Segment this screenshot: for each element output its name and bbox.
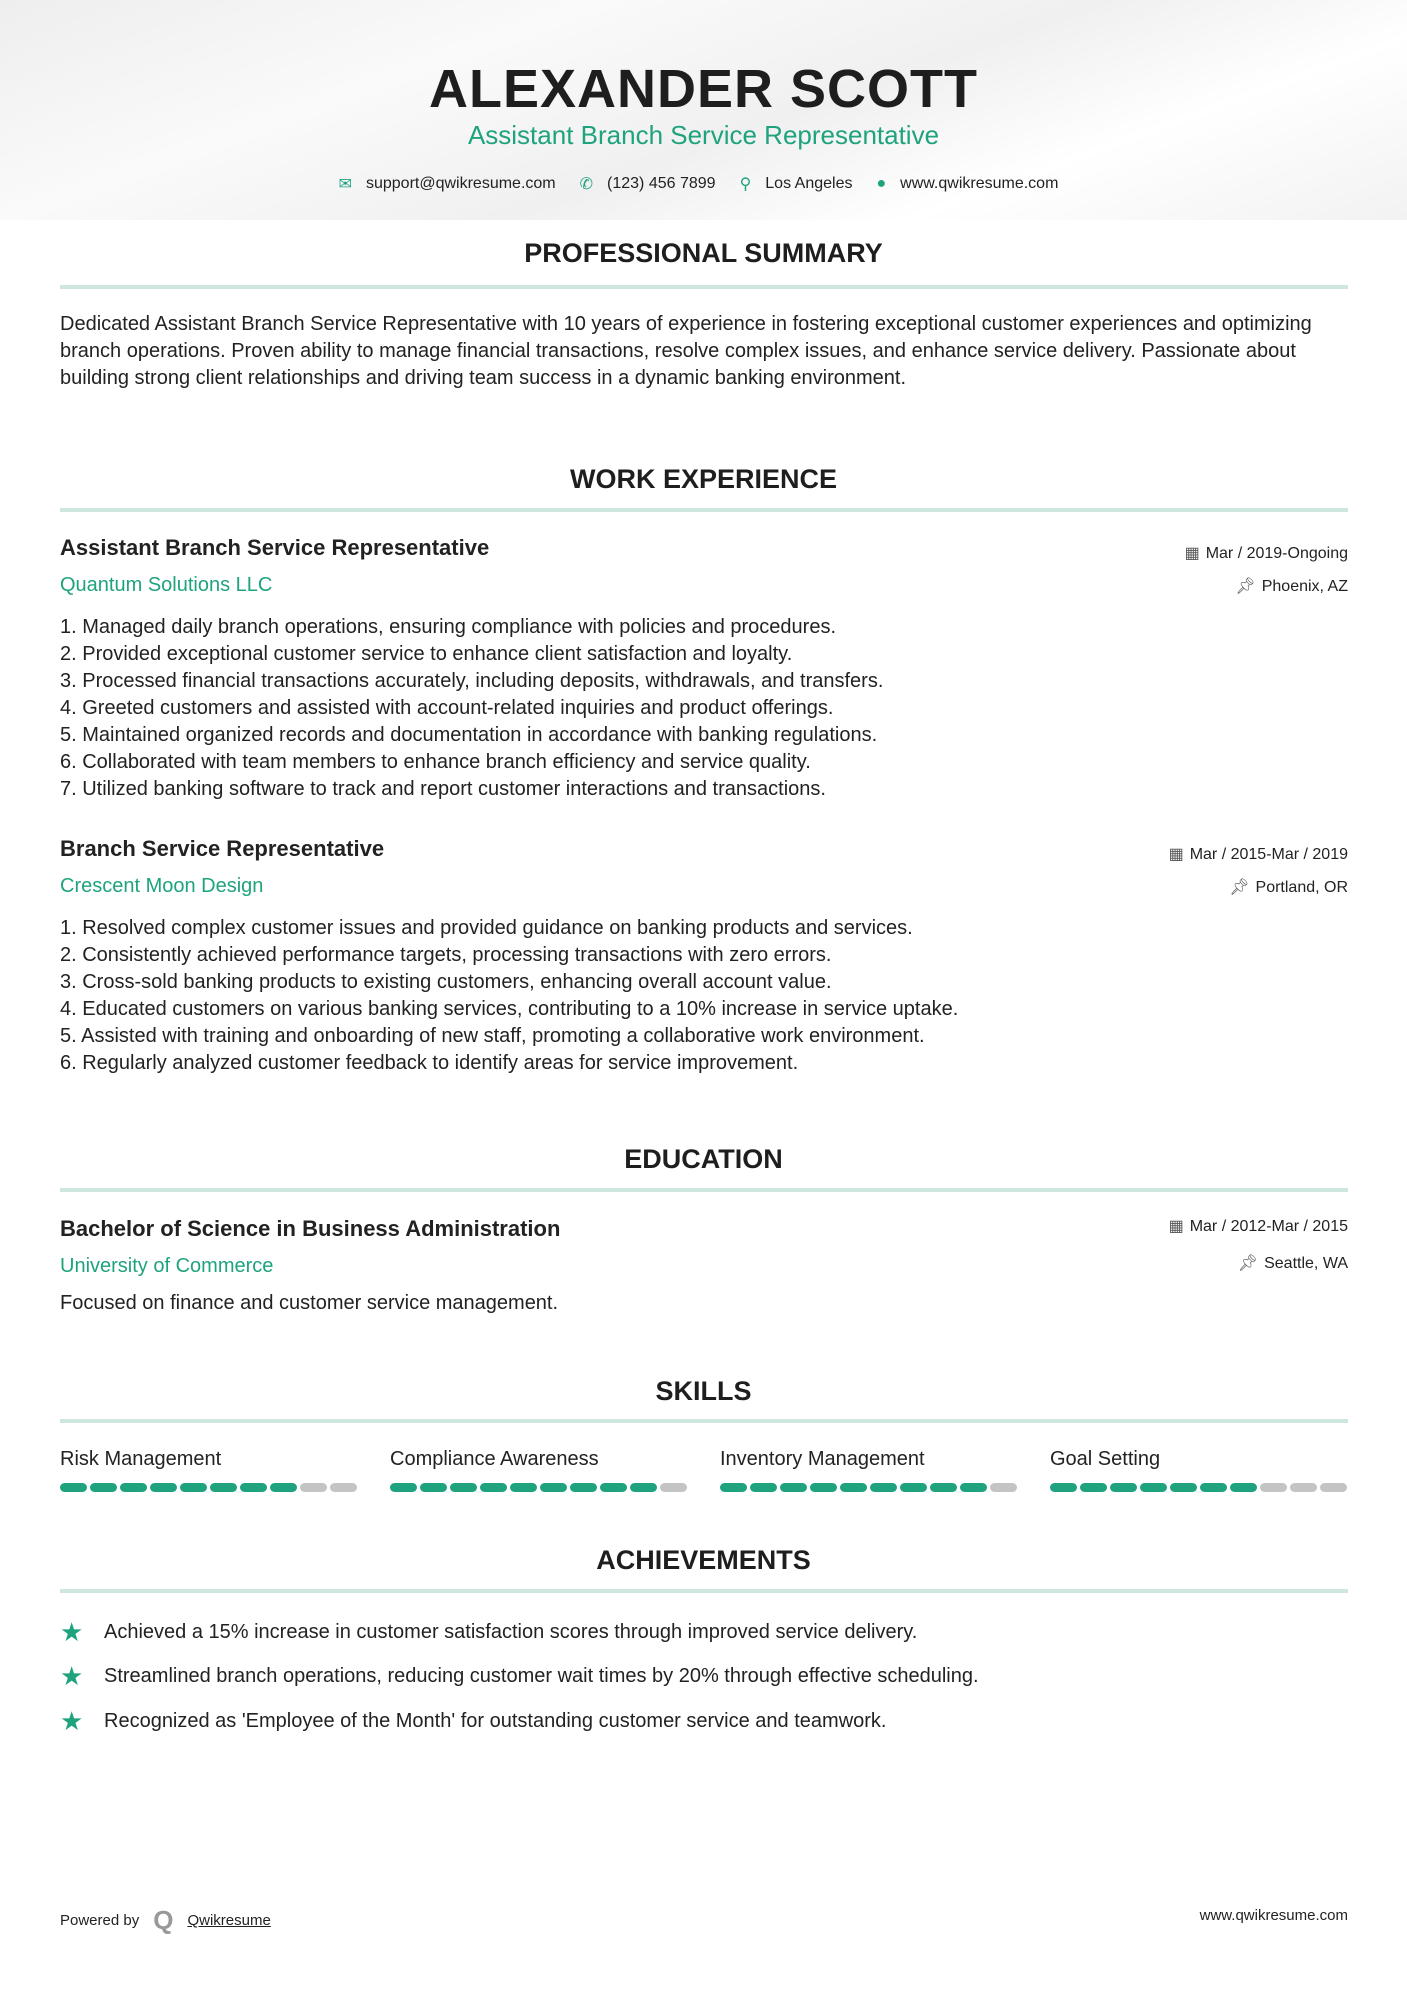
skill-dot-filled <box>900 1483 927 1492</box>
skill-dot-filled <box>780 1483 807 1492</box>
skill-dot-filled <box>840 1483 867 1492</box>
achievement-text: Recognized as 'Employee of the Month' for outstanding customer service and teamwork. <box>104 1710 887 1732</box>
skill-item <box>720 1448 1020 1492</box>
section-divider <box>60 1188 1348 1192</box>
skill-dot-filled <box>720 1483 747 1492</box>
skill-level-meter <box>1050 1483 1350 1492</box>
skill-dot-empty <box>990 1483 1017 1492</box>
bullet: 7. Utilized banking software to track and report customer interactions and transactions. <box>60 778 826 800</box>
pin-icon: 📌︎ <box>1237 1255 1259 1272</box>
education-location-text: Seattle, WA <box>1264 1255 1348 1272</box>
skill-dot-filled <box>930 1483 957 1492</box>
school-name: University of Commerce <box>60 1255 274 1277</box>
job-bullets <box>60 614 1350 803</box>
skill-dot-filled <box>1230 1483 1257 1492</box>
bullet: 1. Resolved complex customer issues and provided guidance on banking products and services. <box>60 917 913 939</box>
skill-dot-filled <box>390 1483 417 1492</box>
skill-item <box>390 1448 690 1492</box>
skill-dot-empty <box>660 1483 687 1492</box>
skill-dot-filled <box>150 1483 177 1492</box>
phone-icon: ✆ <box>579 176 594 193</box>
skill-dot-filled <box>180 1483 207 1492</box>
summary-text: Dedicated Assistant Branch Service Representative with 10 years of experience in fostering exceptional customer experiences and optimizing branch operations. Proven ability to manage financial transactions, resolve complex issues, and enhance service delivery. Passionate about building strong client relationships and driving team success in a dynamic banking environment. <box>60 313 1312 389</box>
skill-dot-filled <box>1140 1483 1167 1492</box>
skill-dot-filled <box>450 1483 477 1492</box>
education-dates <box>1169 1216 1348 1236</box>
skill-dot-empty <box>330 1483 357 1492</box>
section-divider <box>60 508 1348 512</box>
award-star-icon: ★ <box>60 1661 84 1691</box>
skill-dot-filled <box>90 1483 117 1492</box>
globe-icon: ● <box>876 175 887 192</box>
job-dates-text: Mar / 2019-Ongoing <box>1205 545 1348 562</box>
bullet: 2. Provided exceptional customer service to enhance client satisfaction and loyalty. <box>60 643 793 665</box>
bullet: 4. Educated customers on various banking services, contributing to a 10% increase in service uptake. <box>60 998 959 1020</box>
degree-title: Bachelor of Science in Business Administration <box>60 1216 561 1241</box>
skill-dot-filled <box>1110 1483 1137 1492</box>
skill-dot-filled <box>750 1483 777 1492</box>
calendar-icon: ▦ <box>1168 846 1184 863</box>
skill-dot-empty <box>1290 1483 1317 1492</box>
skill-item <box>60 1448 360 1492</box>
section-heading-education: EDUCATION <box>624 1144 783 1174</box>
skill-name: Inventory Management <box>720 1448 925 1470</box>
achievement-item <box>60 1706 886 1737</box>
skills-list <box>60 1448 1350 1492</box>
skill-dot-filled <box>510 1483 537 1492</box>
job-dates <box>1185 543 1348 563</box>
skill-dot-empty <box>1260 1483 1287 1492</box>
skill-dot-filled <box>1050 1483 1077 1492</box>
candidate-title: Assistant Branch Service Representative <box>467 120 940 150</box>
skill-dot-filled <box>1200 1483 1227 1492</box>
education-dates-text: Mar / 2012-Mar / 2015 <box>1189 1218 1348 1235</box>
section-heading-summary: PROFESSIONAL SUMMARY <box>524 238 883 268</box>
skill-item <box>1050 1448 1350 1492</box>
job-location <box>1229 877 1348 897</box>
calendar-icon: ▦ <box>1168 1218 1184 1235</box>
pin-icon: 📌︎ <box>1235 578 1256 595</box>
map-marker-icon: ⚲ <box>739 176 752 193</box>
bullet: 5. Maintained organized records and documentation in accordance with banking regulations. <box>60 724 878 746</box>
candidate-name: ALEXANDER SCOTT <box>428 59 978 119</box>
bullet: 2. Consistently achieved performance targets, processing transactions with zero errors. <box>60 944 832 966</box>
education-location <box>1238 1253 1348 1273</box>
job-location-text: Phoenix, AZ <box>1261 578 1348 595</box>
skill-dot-filled <box>960 1483 987 1492</box>
section-heading-achievements: ACHIEVEMENTS <box>596 1545 811 1575</box>
skill-dot-filled <box>870 1483 897 1492</box>
skill-dot-filled <box>420 1483 447 1492</box>
section-divider <box>60 285 1348 289</box>
skill-dot-empty <box>300 1483 327 1492</box>
job-location <box>1235 576 1348 596</box>
skill-dot-filled <box>630 1483 657 1492</box>
skill-dot-filled <box>210 1483 237 1492</box>
skill-dot-filled <box>540 1483 567 1492</box>
bullet: 3. Processed financial transactions accurately, including deposits, withdrawals, and transfers. <box>60 670 884 692</box>
qwikresume-logo-icon: Q <box>153 1905 174 1935</box>
award-star-icon: ★ <box>60 1617 84 1647</box>
brand-link[interactable]: Qwikresume <box>187 1912 271 1929</box>
skill-dot-empty <box>1320 1483 1347 1492</box>
skill-level-meter <box>720 1483 1020 1492</box>
skill-level-meter <box>390 1483 690 1492</box>
section-divider <box>60 1419 1348 1423</box>
skill-name: Risk Management <box>60 1448 222 1470</box>
bullet: 5. Assisted with training and onboarding of new staff, promoting a collaborative work environment. <box>60 1025 925 1047</box>
job-dates-text: Mar / 2015-Mar / 2019 <box>1189 846 1348 863</box>
achievement-item <box>60 1661 979 1692</box>
skill-dot-filled <box>600 1483 627 1492</box>
job-company: Quantum Solutions LLC <box>60 574 273 596</box>
footer-website[interactable]: www.qwikresume.com <box>1199 1907 1348 1924</box>
skill-dot-filled <box>810 1483 837 1492</box>
bullet: 6. Regularly analyzed customer feedback to identify areas for service improvement. <box>60 1052 799 1074</box>
skill-dot-filled <box>570 1483 597 1492</box>
section-heading-experience: WORK EXPERIENCE <box>569 464 838 494</box>
achievement-text: Streamlined branch operations, reducing customer wait times by 20% through effective scheduling. <box>104 1665 979 1687</box>
job-title: Branch Service Representative <box>60 836 385 861</box>
job-title: Assistant Branch Service Representative <box>60 535 490 560</box>
calendar-icon: ▦ <box>1184 545 1200 562</box>
job-company: Crescent Moon Design <box>60 875 264 897</box>
contact-location: Los Angeles <box>765 175 853 192</box>
contact-phone: (123) 456 7899 <box>607 175 716 192</box>
education-description: Focused on finance and customer service management. <box>60 1292 559 1314</box>
powered-by-label: Powered by <box>60 1912 140 1929</box>
skill-name: Goal Setting <box>1050 1448 1161 1470</box>
envelope-icon: ✉ <box>338 176 352 193</box>
pin-icon: 📌︎ <box>1229 879 1250 896</box>
bullet: 4. Greeted customers and assisted with account-related inquiries and product offerings. <box>60 697 834 719</box>
contact-bar <box>0 174 1407 194</box>
achievement-item <box>60 1617 917 1648</box>
skill-dot-filled <box>480 1483 507 1492</box>
skill-dot-filled <box>1080 1483 1107 1492</box>
bullet: 6. Collaborated with team members to enhance branch efficiency and service quality. <box>60 751 811 773</box>
job-location-text: Portland, OR <box>1255 879 1348 896</box>
bullet: 3. Cross-sold banking products to existing customers, enhancing overall account value. <box>60 971 832 993</box>
achievement-text: Achieved a 15% increase in customer satisfaction scores through improved service delivery. <box>104 1621 918 1643</box>
job-bullets <box>60 915 1350 1077</box>
skill-dot-filled <box>1170 1483 1197 1492</box>
skill-dot-filled <box>120 1483 147 1492</box>
skill-dot-filled <box>270 1483 297 1492</box>
contact-email[interactable]: support@qwikresume.com <box>365 175 556 192</box>
award-star-icon: ★ <box>60 1706 84 1736</box>
bullet: 1. Managed daily branch operations, ensuring compliance with policies and procedures. <box>60 616 837 638</box>
skill-dot-filled <box>60 1483 87 1492</box>
skill-dot-filled <box>240 1483 267 1492</box>
contact-website[interactable]: www.qwikresume.com <box>900 175 1059 192</box>
skill-level-meter <box>60 1483 360 1492</box>
section-heading-skills: SKILLS <box>655 1376 752 1406</box>
skill-name: Compliance Awareness <box>390 1448 599 1470</box>
job-dates <box>1169 844 1348 864</box>
section-divider <box>60 1589 1348 1593</box>
footer-powered <box>60 1905 271 1936</box>
